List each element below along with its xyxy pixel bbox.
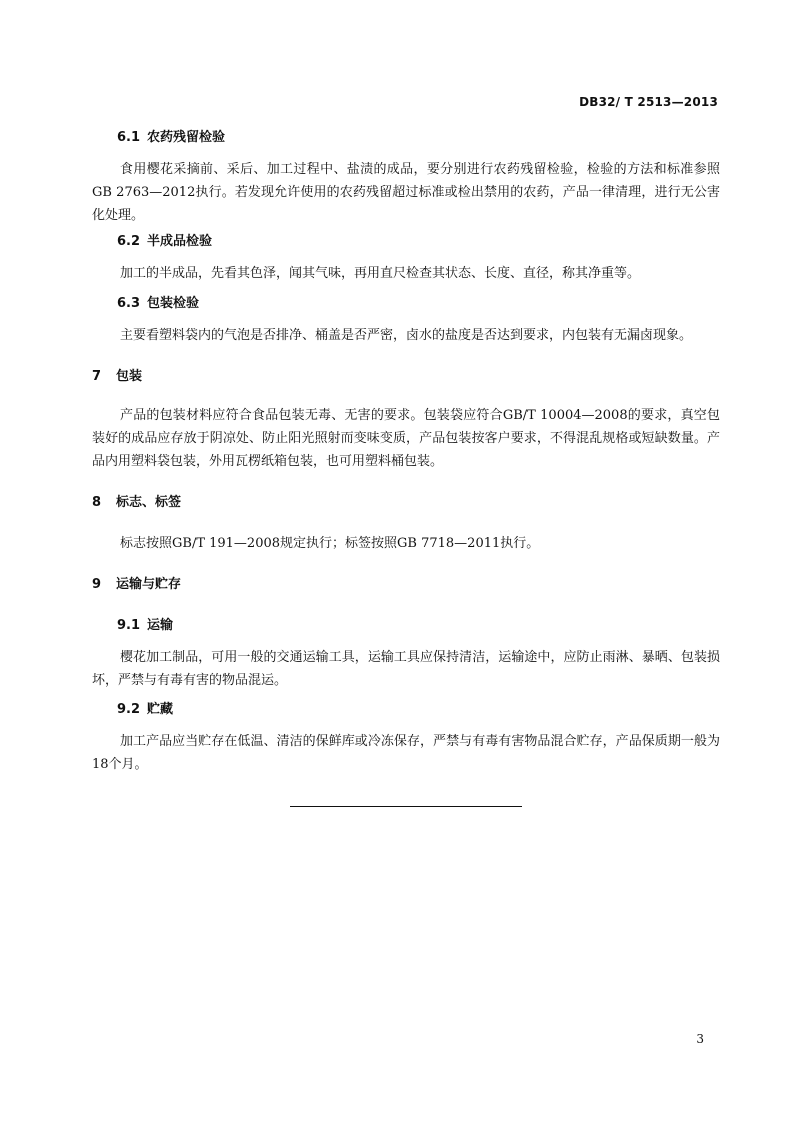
section-8-heading — [92, 495, 181, 511]
section-6-2-text: 加工的半成品，先看其色泽，闻其气味，再用直尺检查其状态、长度、直径，称其净重等。 — [120, 266, 641, 281]
section-6-1-number: 6.1 — [117, 130, 141, 145]
section-9-1-title: 运输 — [147, 618, 174, 633]
document-code: DB32/ T 2513—2013 — [579, 95, 718, 109]
section-6-3-heading — [117, 296, 199, 312]
section-9-2-text: 加工产品应当贮存在低温、清洁的保鲜库或冷冻保存，严禁与有毒有害物品混合贮存，产品保质期一般为18个月。 — [92, 734, 720, 772]
section-9-title: 运输与贮存 — [116, 577, 182, 592]
section-6-2-number: 6.2 — [117, 234, 141, 249]
section-7-number: 7 — [92, 369, 102, 384]
section-6-1-title: 农药残留检验 — [147, 130, 226, 145]
section-7-title: 包装 — [116, 369, 143, 384]
page-number: 3 — [696, 1032, 704, 1046]
end-of-document-line — [290, 806, 522, 807]
section-6-3-text: 主要看塑料袋内的气泡是否排净、桶盖是否严密，卤水的盐度是否达到要求，内包装有无漏卤现象。 — [120, 328, 693, 343]
section-6-1-text: 食用樱花采摘前、采后、加工过程中、盐渍的成品，要分别进行农药残留检验，检验的方法和标准参照GB 2763—2012执行。若发现允许使用的农药残留超过标准或检出禁用的农药，产品一律清理，进行无公害化处理。 — [92, 162, 720, 223]
section-9-2-number: 9.2 — [117, 702, 141, 717]
section-9-1-text: 樱花加工制品，可用一般的交通运输工具，运输工具应保持清洁，运输途中，应防止雨淋、暴晒、包装损坏，严禁与有毒有害的物品混运。 — [92, 650, 720, 688]
section-9-1-number: 9.1 — [117, 618, 141, 633]
section-6-1-heading — [117, 130, 225, 146]
section-7-text: 产品的包装材料应符合食品包装无毒、无害的要求。包装袋应符合GB/T 10004—2008的要求，真空包装好的成品应存放于阴凉处、防止阳光照射而变味变质，产品包装按客户要求，不得混乱规格或短缺数量。产品内用塑料袋包装，外用瓦楞纸箱包装，也可用塑料桶包装。 — [92, 408, 720, 469]
section-9-heading — [92, 577, 181, 593]
section-7-heading — [92, 369, 142, 385]
section-6-3-title: 包装检验 — [147, 296, 200, 311]
section-8-title: 标志、标签 — [116, 495, 182, 510]
section-6-2-title: 半成品检验 — [147, 234, 213, 249]
section-9-number: 9 — [92, 577, 102, 592]
section-6-2-heading — [117, 234, 212, 250]
section-8-number: 8 — [92, 495, 102, 510]
section-8-text: 标志按照GB/T 191—2008规定执行；标签按照GB 7718—2011执行。 — [120, 536, 540, 551]
section-6-3-number: 6.3 — [117, 296, 141, 311]
section-9-2-heading — [117, 702, 173, 718]
section-9-1-heading — [117, 618, 173, 634]
section-9-2-title: 贮藏 — [147, 702, 174, 717]
